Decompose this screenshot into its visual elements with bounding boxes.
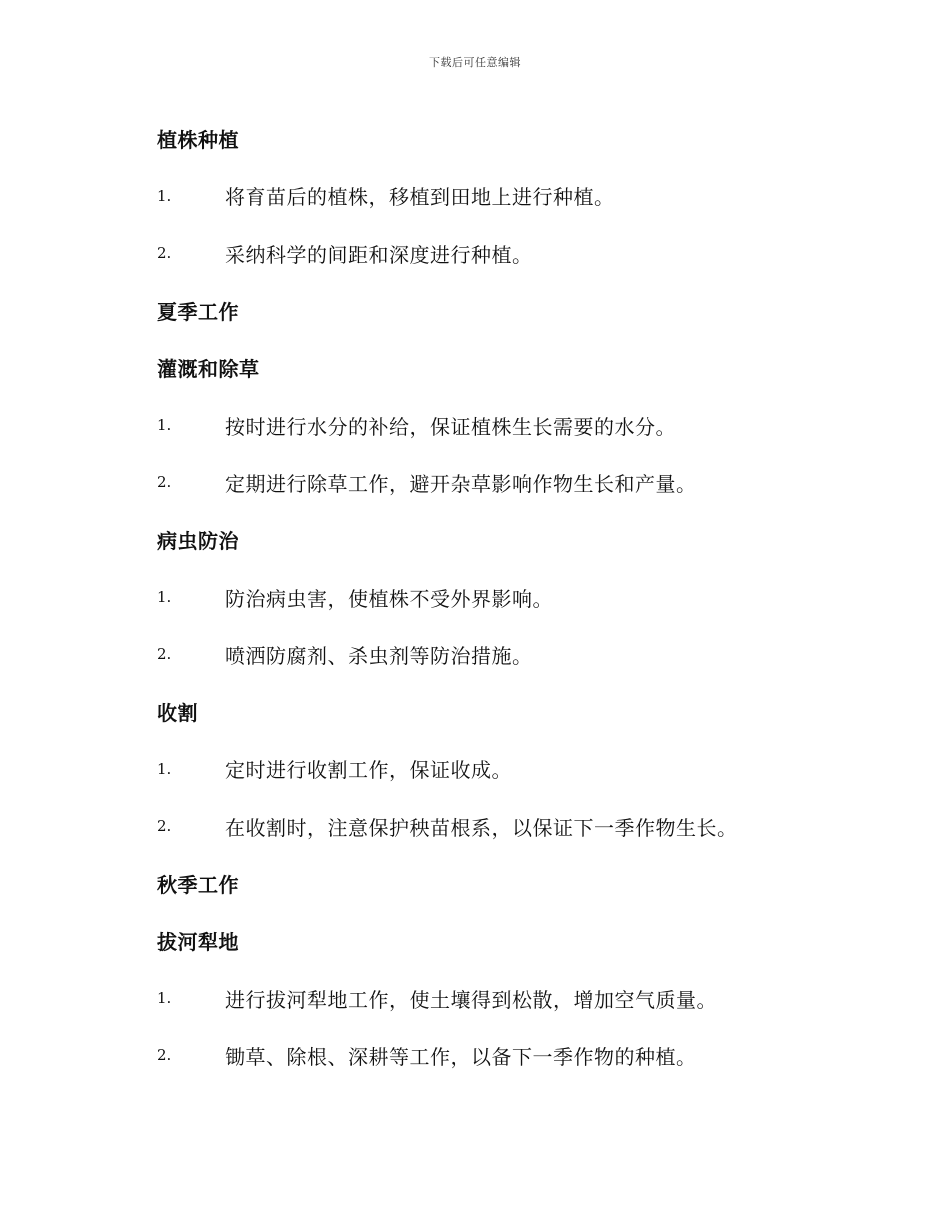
list-item-number: 2. bbox=[157, 817, 172, 836]
list-item-number: 1. bbox=[157, 186, 172, 205]
list-item-text: 采纳科学的间距和深度进行种植。 bbox=[225, 242, 533, 267]
section-heading: 拔河犁地 bbox=[157, 930, 239, 955]
list-item-text: 锄草、除根、深耕等工作，以备下一季作物的种植。 bbox=[225, 1044, 697, 1069]
section-heading: 收割 bbox=[157, 701, 198, 726]
list-item-number: 1. bbox=[157, 989, 172, 1008]
list-item-text: 定时进行收割工作，保证收成。 bbox=[225, 758, 512, 783]
list-item bbox=[157, 454, 857, 511]
list-item-text: 防治病虫害，使植株不受外界影响。 bbox=[225, 586, 553, 611]
section-heading: 秋季工作 bbox=[157, 873, 239, 897]
list-item-text: 按时进行水分的补给，保证植株生长需要的水分。 bbox=[225, 414, 676, 439]
section-heading: 植株种植 bbox=[157, 128, 239, 153]
list-item-number: 1. bbox=[157, 759, 172, 778]
list-item-number: 2. bbox=[157, 645, 172, 664]
list-item-text: 进行拔河犁地工作，使土壤得到松散，增加空气质量。 bbox=[225, 987, 717, 1012]
list-item bbox=[157, 225, 857, 282]
list-item-text: 喷洒防腐剂、杀虫剂等防治措施。 bbox=[225, 643, 533, 668]
list-item bbox=[157, 798, 857, 855]
list-item bbox=[157, 396, 857, 453]
section-heading: 病虫防治 bbox=[157, 529, 239, 554]
document-body bbox=[157, 110, 857, 1084]
page-header: 下载后可任意编辑 bbox=[429, 56, 521, 69]
list-item bbox=[157, 568, 857, 625]
list-item bbox=[157, 1027, 857, 1084]
list-item-number: 1. bbox=[157, 416, 172, 435]
list-item-number: 2. bbox=[157, 244, 172, 263]
list-item-number: 1. bbox=[157, 588, 172, 607]
list-item bbox=[157, 626, 857, 683]
list-item bbox=[157, 740, 857, 797]
list-item-text: 在收割时，注意保护秧苗根系，以保证下一季作物生长。 bbox=[225, 815, 738, 840]
section-heading: 夏季工作 bbox=[157, 300, 239, 325]
list-item-text: 将育苗后的植株，移植到田地上进行种植。 bbox=[225, 185, 615, 210]
list-item bbox=[157, 969, 857, 1026]
section-heading: 灌溉和除草 bbox=[157, 357, 260, 382]
list-item-text: 定期进行除草工作，避开杂草影响作物生长和产量。 bbox=[225, 471, 697, 496]
list-item-number: 2. bbox=[157, 473, 172, 492]
list-item-number: 2. bbox=[157, 1046, 172, 1065]
list-item bbox=[157, 167, 857, 224]
